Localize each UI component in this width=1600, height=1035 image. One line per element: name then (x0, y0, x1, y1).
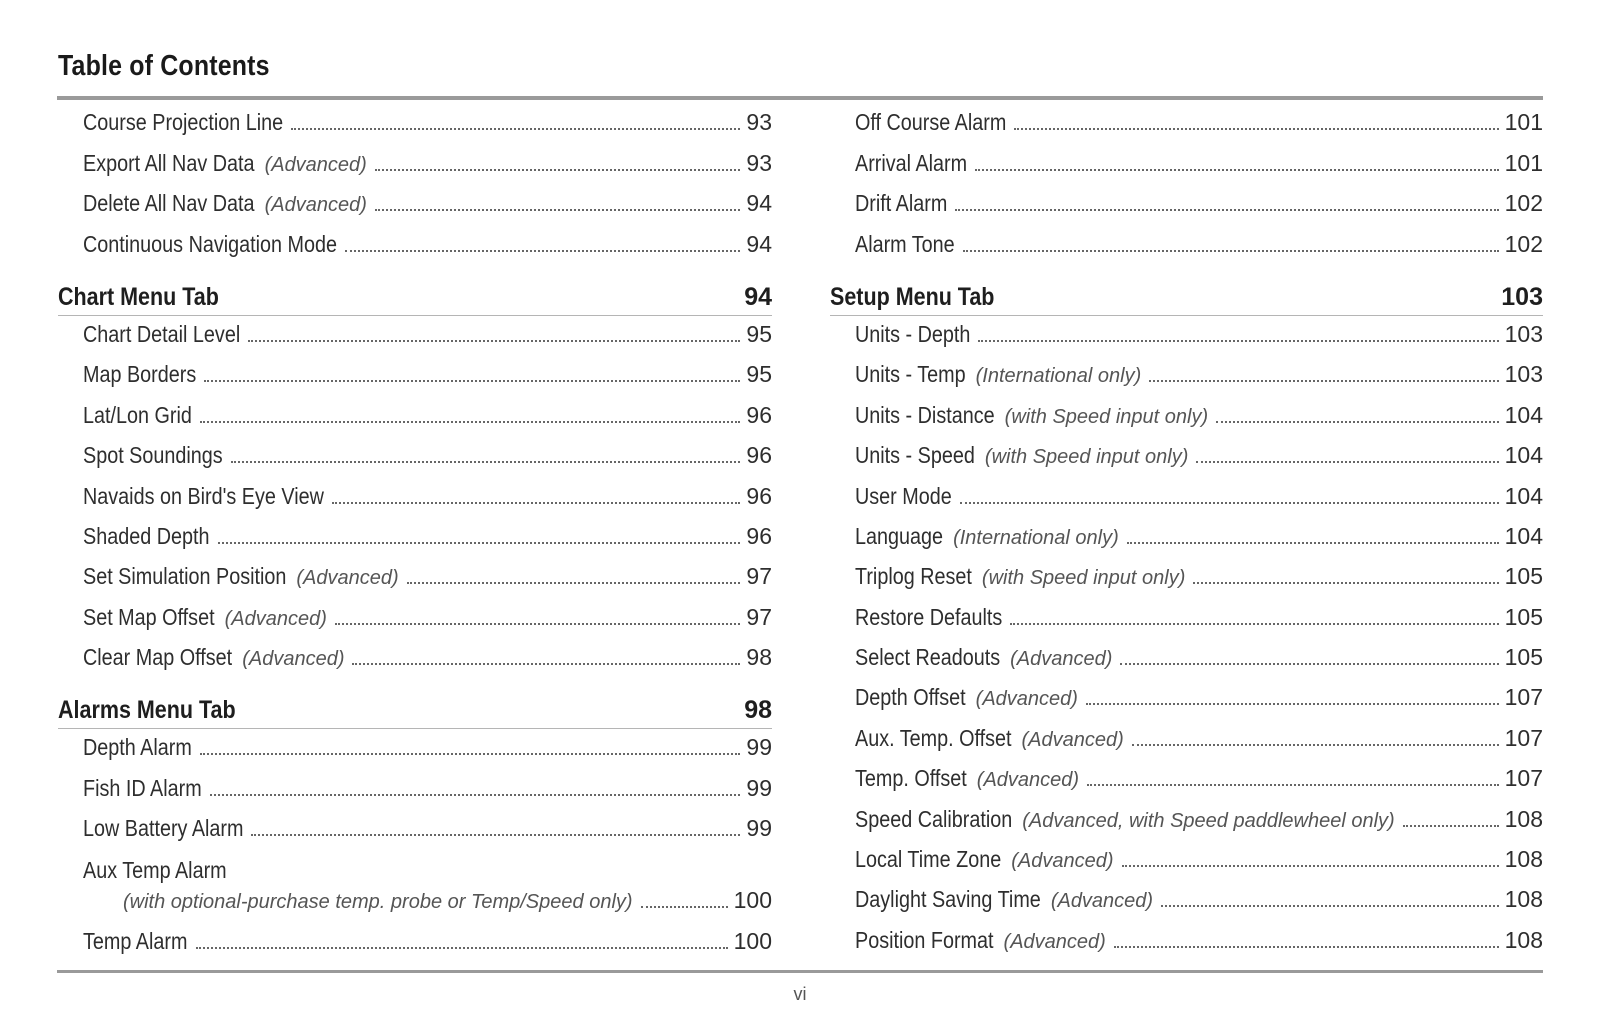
toc-entry-text (83, 321, 240, 348)
toc-entry-label: Depth Alarm (83, 734, 192, 761)
section-heading-alarms-menu-tab[interactable] (58, 679, 772, 729)
toc-group (58, 104, 772, 266)
dot-leader (1086, 703, 1499, 705)
toc-entry-page-number: 98 (746, 644, 772, 671)
toc-entry-text (83, 775, 202, 802)
dot-leader (1114, 946, 1499, 948)
toc-entry-page-number: 105 (1504, 603, 1543, 630)
dot-leader (231, 461, 741, 463)
toc-entry-label: Lat/Lon Grid (83, 401, 192, 428)
dot-leader (963, 250, 1499, 252)
footer-page-number: vi (793, 984, 807, 1004)
toc-entry-label: Units - Temp (855, 361, 966, 388)
toc-entry[interactable] (830, 356, 1543, 396)
dot-leader (978, 340, 1498, 342)
toc-entry-text (855, 190, 947, 217)
toc-entry-label: Delete All Nav Data (83, 190, 255, 217)
dot-leader (345, 250, 740, 252)
dot-leader (218, 542, 741, 544)
dot-leader (1122, 865, 1499, 867)
toc-entry-text (83, 109, 283, 136)
toc-entry-text (855, 523, 1119, 550)
toc-entry[interactable] (830, 921, 1543, 961)
toc-entry[interactable] (830, 841, 1543, 881)
toc-entry-page-number: 108 (1504, 886, 1543, 913)
toc-entry-page-number: 99 (746, 815, 772, 842)
toc-entry-text (855, 806, 1395, 833)
toc-entry[interactable] (58, 144, 772, 184)
toc-entry-label: Set Map Offset (83, 603, 215, 630)
toc-entry-label: Drift Alarm (855, 190, 948, 217)
toc-entry-label: Language (855, 522, 944, 549)
toc-entry-text (83, 231, 337, 258)
toc-entry-text (83, 734, 192, 761)
toc-entry[interactable] (58, 729, 772, 769)
toc-entry-text (855, 684, 1078, 711)
toc-entry-aux-temp-alarm[interactable] (58, 850, 772, 922)
toc-entry-note: (with Speed input only) (981, 567, 1186, 590)
toc-entry[interactable] (830, 881, 1543, 921)
toc-entry-note: (Advanced) (296, 567, 399, 590)
toc-entry-text (855, 644, 1112, 671)
toc-entry-note: (Advanced) (242, 648, 345, 671)
toc-entry-label: Temp. Offset (855, 765, 967, 792)
toc-entry-page-number: 104 (1504, 442, 1543, 469)
toc-entry-label: Local Time Zone (855, 846, 1002, 873)
dot-leader (375, 169, 741, 171)
toc-entry-text (83, 361, 196, 388)
toc-entry-text (83, 928, 188, 955)
toc-entry-page-number: 94 (746, 230, 772, 257)
toc-entry-page-number: 101 (1504, 149, 1543, 176)
toc-entry[interactable] (830, 185, 1543, 225)
toc-entry-page-number: 93 (746, 149, 772, 176)
toc-entry-note: (Advanced, with Speed paddlewheel only) (1022, 809, 1395, 832)
dot-leader (1196, 461, 1498, 463)
toc-entry[interactable] (58, 225, 772, 265)
toc-entry-text (855, 927, 1106, 954)
toc-entry-page-number: 97 (746, 603, 772, 630)
toc-entry-note: (Advanced) (1011, 850, 1114, 873)
toc-entry[interactable] (830, 760, 1543, 800)
toc-entry-text (855, 604, 1002, 631)
toc-entry-note: (Advanced) (1050, 890, 1154, 913)
toc-entry-label: Navaids on Bird's Eye View (83, 482, 324, 509)
toc-entry-label: Chart Detail Level (83, 320, 241, 347)
toc-entry-note: (Advanced) (224, 607, 327, 630)
toc-group (58, 316, 772, 680)
toc-entry-page-number: 101 (1504, 109, 1543, 136)
toc-entry-page-number: 99 (746, 734, 772, 761)
toc-entry-text (855, 725, 1124, 752)
toc-entry[interactable] (830, 396, 1543, 436)
toc-entry-note: (with Speed input only) (984, 446, 1189, 469)
toc-entry-page-number: 96 (746, 482, 772, 509)
toc-entry[interactable] (830, 225, 1543, 265)
dot-leader (407, 582, 741, 584)
dot-leader (251, 834, 740, 836)
toc-entry-text (855, 483, 952, 510)
dot-leader (332, 502, 740, 504)
dot-leader (1132, 744, 1499, 746)
toc-entry-page-number: 93 (746, 109, 772, 136)
toc-entry-label: Course Projection Line (83, 109, 284, 136)
toc-entry[interactable] (830, 518, 1543, 558)
dot-leader (1193, 582, 1498, 584)
section-heading-setup-menu-tab[interactable] (830, 266, 1543, 316)
dot-leader (200, 753, 741, 755)
toc-entry-page-number: 105 (1504, 563, 1543, 590)
toc-group (58, 729, 772, 850)
toc-entry-text (83, 150, 367, 177)
right-column (830, 104, 1543, 962)
toc-entry-page-number: 100 (733, 887, 772, 914)
section-page-number: 98 (744, 696, 772, 725)
dot-leader (1014, 128, 1498, 130)
toc-entry-page-number: 96 (746, 442, 772, 469)
toc-entry[interactable] (58, 437, 772, 477)
toc-entry-note: (Advanced) (1010, 648, 1113, 671)
toc-entry-text (83, 442, 223, 469)
toc-entry-page-number: 95 (746, 320, 772, 347)
toc-entry[interactable] (58, 356, 772, 396)
toc-entry-label: Shaded Depth (83, 522, 210, 549)
toc-entry-label: Spot Soundings (83, 442, 223, 469)
toc-entry-page-number: 100 (733, 927, 772, 954)
left-column (58, 104, 772, 963)
dot-leader (352, 663, 740, 665)
page-title: Table of Contents (58, 50, 270, 82)
dot-leader (248, 340, 740, 342)
toc-entry-text (83, 402, 192, 429)
toc-entry[interactable] (58, 558, 772, 598)
dot-leader (1120, 663, 1498, 665)
toc-entry-page-number: 104 (1504, 522, 1543, 549)
toc-entry-page-number: 107 (1504, 684, 1543, 711)
toc-entry-text (83, 563, 399, 590)
toc-entry-page-number: 103 (1504, 361, 1543, 388)
toc-entry-label: Export All Nav Data (83, 149, 255, 176)
toc-entry[interactable] (830, 104, 1543, 144)
toc-entry-page-number: 105 (1504, 644, 1543, 671)
toc-entry-label: Aux. Temp. Offset (855, 724, 1012, 751)
toc-entry-text (83, 644, 344, 671)
toc-entry-note: (Advanced) (975, 688, 1078, 711)
toc-entry-page-number: 108 (1504, 846, 1543, 873)
section-heading-chart-menu-tab[interactable] (58, 266, 772, 316)
toc-entry-text (855, 402, 1208, 429)
toc-entry-label: Aux Temp Alarm (83, 857, 227, 884)
toc-entry[interactable] (830, 719, 1543, 759)
toc-entry-page-number: 104 (1504, 401, 1543, 428)
toc-entry[interactable] (58, 396, 772, 436)
toc-entry-label: Continuous Navigation Mode (83, 230, 338, 257)
toc-entry-label: Map Borders (83, 361, 197, 388)
toc-entry-page-number: 96 (746, 522, 772, 549)
toc-entry-label: Fish ID Alarm (83, 774, 202, 801)
toc-entry[interactable] (830, 679, 1543, 719)
dot-leader (210, 794, 741, 796)
toc-entry-label: Triplog Reset (855, 563, 972, 590)
toc-group (830, 316, 1543, 962)
toc-entry-label: Units - Depth (855, 320, 971, 347)
toc-entry[interactable] (830, 477, 1543, 517)
toc-entry-label: Set Simulation Position (83, 563, 287, 590)
dot-leader (1149, 380, 1498, 382)
toc-entry[interactable] (830, 598, 1543, 638)
dot-leader (375, 209, 741, 211)
toc-entry[interactable] (58, 104, 772, 144)
toc-entry-text (855, 563, 1185, 590)
toc-entry-note: (Advanced) (976, 769, 1080, 792)
toc-entry[interactable] (830, 800, 1543, 840)
toc-entry-text (855, 765, 1079, 792)
toc-entry-page-number: 99 (746, 774, 772, 801)
dot-leader (1216, 421, 1499, 423)
dot-leader (196, 947, 728, 949)
toc-entry[interactable] (58, 477, 772, 517)
toc-entry[interactable] (58, 316, 772, 356)
toc-entry-note: (Advanced) (1021, 728, 1124, 751)
dot-leader (1403, 825, 1499, 827)
toc-entry[interactable] (830, 437, 1543, 477)
toc-entry[interactable] (58, 810, 772, 850)
toc-entry-label: Units - Speed (855, 442, 975, 469)
toc-entry[interactable] (830, 639, 1543, 679)
dot-leader (204, 380, 740, 382)
dot-leader (975, 169, 1498, 171)
toc-entry[interactable] (58, 598, 772, 638)
toc-entry-label: User Mode (855, 482, 952, 509)
toc-entry-page-number: 108 (1504, 926, 1543, 953)
toc-entry[interactable] (830, 316, 1543, 356)
section-title: Chart Menu Tab (58, 282, 219, 311)
toc-entry[interactable] (830, 144, 1543, 184)
dot-leader (1010, 623, 1498, 625)
toc-entry-note: (International only) (975, 365, 1142, 388)
toc-entry-text (855, 150, 967, 177)
toc-entry-page-number: 102 (1504, 230, 1543, 257)
toc-entry-page-number: 103 (1504, 320, 1543, 347)
dot-leader (1161, 905, 1499, 907)
toc-entry-page-number: 95 (746, 361, 772, 388)
toc-entry-text (855, 109, 1006, 136)
section-page-number: 103 (1501, 282, 1543, 311)
toc-entry-page-number: 102 (1504, 190, 1543, 217)
toc-entry-label: Restore Defaults (855, 603, 1003, 630)
toc-entry-text (83, 190, 367, 217)
toc-entry-note: (with Speed input only) (1004, 405, 1209, 428)
toc-entry-page-number: 107 (1504, 765, 1543, 792)
toc-entry-label: Position Format (855, 926, 994, 953)
toc-entry[interactable] (830, 558, 1543, 598)
toc-entry-label: Low Battery Alarm (83, 815, 244, 842)
toc-entry-text (855, 321, 970, 348)
bottom-rule (57, 970, 1543, 973)
dot-leader (1127, 542, 1499, 544)
toc-entry-note: (Advanced) (1003, 930, 1106, 953)
toc-group (830, 104, 1543, 266)
toc-entry-text (855, 886, 1153, 913)
toc-entry-page-number: 108 (1504, 805, 1543, 832)
toc-entry-text (83, 815, 243, 842)
top-rule (57, 96, 1543, 100)
toc-entry-text (855, 361, 1141, 388)
toc-entry-note: (International only) (953, 526, 1119, 549)
toc-entry-note: (Advanced) (264, 153, 367, 176)
toc-entry-label: Clear Map Offset (83, 644, 233, 671)
toc-entry-text (855, 846, 1114, 873)
toc-entry-note: (with optional-purchase temp. probe or Temp/Speed only) (123, 891, 633, 914)
dot-leader (960, 502, 1499, 504)
toc-entry[interactable] (58, 518, 772, 558)
toc-entry-label: Select Readouts (855, 644, 1001, 671)
toc-entry-text (855, 231, 955, 258)
toc-entry-text (83, 483, 324, 510)
toc-entry-page-number: 94 (746, 190, 772, 217)
dot-leader (200, 421, 741, 423)
toc-entry-page-number: 97 (746, 563, 772, 590)
dot-leader (291, 128, 740, 130)
section-title: Alarms Menu Tab (58, 696, 236, 725)
toc-entry-note: (Advanced) (264, 194, 367, 217)
toc-entry[interactable] (58, 769, 772, 809)
toc-entry-text (83, 604, 327, 631)
toc-entry[interactable] (58, 922, 772, 962)
section-title: Setup Menu Tab (830, 282, 995, 311)
toc-entry-page-number: 96 (746, 401, 772, 428)
dot-leader (641, 906, 728, 908)
toc-entry-label: Alarm Tone (855, 230, 955, 257)
toc-entry-page-number: 107 (1504, 724, 1543, 751)
toc-entry-label: Off Course Alarm (855, 109, 1007, 136)
toc-entry-text (83, 523, 210, 550)
toc-entry-page-number: 104 (1504, 482, 1543, 509)
toc-entry-label: Temp Alarm (83, 927, 188, 954)
toc-entry-label: Arrival Alarm (855, 149, 968, 176)
toc-entry[interactable] (58, 185, 772, 225)
toc-group (58, 922, 772, 962)
toc-entry-label: Speed Calibration (855, 805, 1013, 832)
toc-entry-text (855, 442, 1188, 469)
dot-leader (955, 209, 1498, 211)
dot-leader (1087, 784, 1499, 786)
toc-entry-label: Daylight Saving Time (855, 886, 1041, 913)
toc-entry-label: Units - Distance (855, 401, 995, 428)
section-page-number: 94 (744, 282, 772, 311)
toc-entry[interactable] (58, 639, 772, 679)
dot-leader (335, 623, 741, 625)
toc-entry-label: Depth Offset (855, 684, 966, 711)
